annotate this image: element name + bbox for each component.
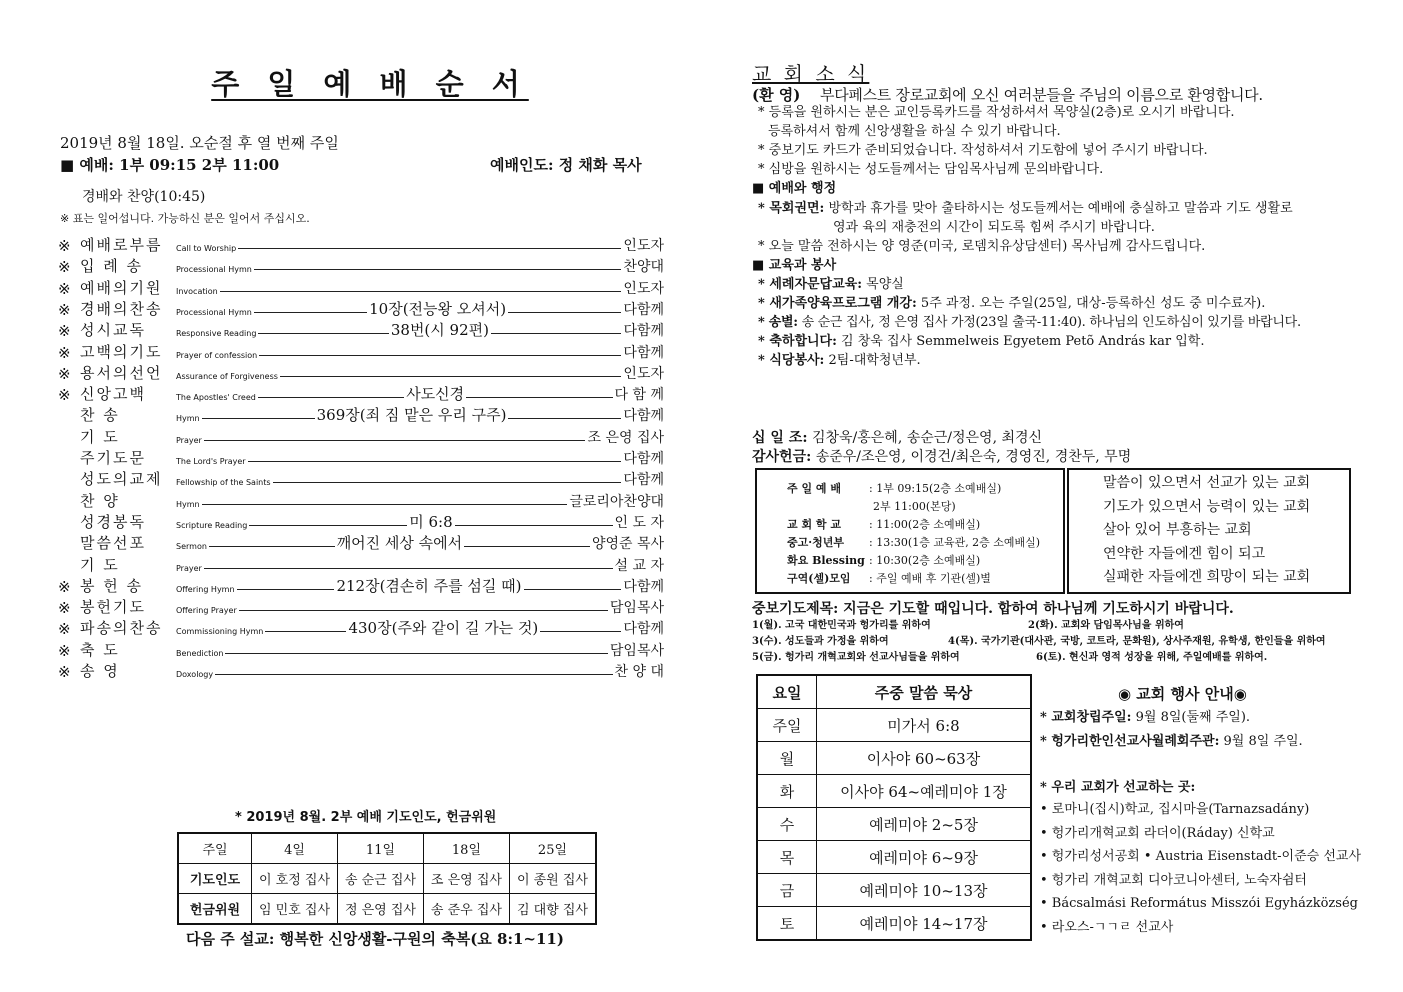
thanks-names: 송준우/조은영, 이경건/최은숙, 경영진, 경찬두, 무명 <box>815 449 1132 465</box>
order-item-ko: 경배의찬송 <box>80 299 163 318</box>
order-item-detail: 212장(겸손히 주를 섬길 때) <box>336 576 522 595</box>
order-row <box>58 596 664 617</box>
order-item-ko: 신앙고백 <box>80 385 146 404</box>
stand-note: ※ 표는 일어섭니다. 가능하신 분은 일어서 주십시오. <box>60 212 310 225</box>
order-item-en: Commissioning Hymn <box>176 627 264 637</box>
intercession-item: 2(화). 교회와 담임목사님을 위하여 <box>1028 620 1184 631</box>
leader-line <box>220 291 622 292</box>
order-item-detail: 38번(시 92편) <box>390 321 489 340</box>
order-item-leader: 담임목사 <box>609 600 664 617</box>
leader-line <box>540 631 621 632</box>
order-item-ko: 성도의교제 <box>80 470 163 489</box>
order-row <box>58 639 664 660</box>
vision-line: 기도가 있으면서 능력이 있는 교회 <box>1103 498 1311 515</box>
order-item-en: Offering Prayer <box>176 606 237 616</box>
devotion-reading: 예레미야 14~17장 <box>817 907 1032 941</box>
order-row <box>58 362 664 383</box>
order-item-ko: 축 도 <box>80 640 120 659</box>
devotion-reading: 이사야 60~63장 <box>817 742 1032 775</box>
prayer-table-header: 18일 <box>423 833 509 864</box>
order-item-leader: 다함께 <box>623 621 664 638</box>
order-row <box>58 255 664 276</box>
order-item-leader: 설 교 자 <box>614 557 664 574</box>
stand-mark: ※ <box>58 343 71 362</box>
devotion-table <box>756 674 1032 941</box>
order-item-leader: 인 도 자 <box>614 514 664 531</box>
order-item-en: Hymn <box>176 414 200 424</box>
leader-line <box>464 546 590 547</box>
order-item-detail: 미 6:8 <box>409 512 453 531</box>
schedule-label: 화요 Blessing <box>787 554 865 567</box>
order-item-ko: 성시교독 <box>80 321 146 340</box>
intercession-item: 5(금). 헝가리 개혁교회와 선교사님들을 위하여 <box>752 652 960 663</box>
edu-text: 5주 과정. 오는 주일(25일, 대상-등록하신 성도 중 미수료자). <box>916 296 1266 311</box>
order-item-leader: 다함께 <box>623 451 664 467</box>
order-item-en: Invocation <box>176 286 218 296</box>
order-item-en: Offering Hymn <box>176 584 235 594</box>
events-list <box>1040 706 1303 754</box>
order-item-ko: 입 례 송 <box>80 257 144 276</box>
prelude: 경배와 찬양(10:45) <box>82 189 206 205</box>
leader-line <box>254 269 622 270</box>
prayer-table-cell: 임 민호 집사 <box>252 894 338 925</box>
order-item-en: Assurance of Forgiveness <box>176 371 278 381</box>
devotion-day: 월 <box>757 742 817 775</box>
order-item-leader: 다함께 <box>623 323 665 340</box>
vision-line: 말씀이 있으면서 선교가 있는 교회 <box>1103 475 1311 491</box>
prayer-table-caption: * 2019년 8월. 2부 예배 기도인도, 헌금위원 <box>235 810 497 825</box>
order-row <box>58 532 664 553</box>
prayer-table <box>177 832 597 925</box>
order-item-leader: 인도자 <box>623 365 664 382</box>
schedule-label: 중고·청년부 <box>787 536 844 549</box>
edu-label: * 세례자문답교육: <box>758 277 863 292</box>
order-item-en: Prayer <box>176 435 202 445</box>
leader-line <box>258 397 404 398</box>
leader-line <box>524 589 622 590</box>
stand-mark: ※ <box>58 364 71 383</box>
order-row <box>58 426 664 447</box>
leader-line <box>204 440 586 441</box>
order-item-ko: 찬 양 <box>80 491 120 510</box>
prayer-table-cell: 송 준우 집사 <box>423 894 509 925</box>
order-row <box>58 511 664 532</box>
order-item-ko: 봉헌기도 <box>80 598 146 617</box>
order-item-leader: 양영준 목사 <box>591 536 665 553</box>
worship-admin-list <box>758 199 1293 256</box>
order-item-ko: 기 도 <box>80 427 120 446</box>
welcome-message: 부다페스트 장로교회에 오신 여러분들을 주님의 이름으로 환영합니다. <box>820 86 1263 104</box>
intercession-title: 중보기도제목: 지금은 기도할 때입니다. 합하여 하나님께 기도하시기 바랍니다. <box>752 601 1234 617</box>
order-item-en: Sermon <box>176 542 207 552</box>
leader-line <box>202 418 315 419</box>
stand-mark: ※ <box>58 663 71 681</box>
prayer-table-cell: 김 대향 집사 <box>509 894 596 925</box>
order-item-leader: 다함께 <box>623 344 664 361</box>
order-row <box>58 404 664 425</box>
welcome-prefix: (환 영) <box>752 86 801 104</box>
missions-list <box>1040 798 1361 939</box>
order-item-ko: 말씀선포 <box>80 534 146 553</box>
order-item-leader: 찬 양 대 <box>614 664 664 680</box>
order-item-en: Responsive Reading <box>176 329 257 339</box>
order-item-ko: 용서의선언 <box>80 363 163 382</box>
stand-mark: ※ <box>58 322 71 341</box>
order-item-ko: 성경봉독 <box>80 512 146 531</box>
intercession-item: 3(수). 성도들과 가정을 위하여 <box>752 636 889 647</box>
event-text: 9월 8일 주일. <box>1219 734 1303 749</box>
stand-mark: ※ <box>58 620 71 639</box>
prayer-table-header: 4일 <box>252 833 338 864</box>
prayer-table-header: 25일 <box>509 833 596 864</box>
leader-line <box>209 546 335 547</box>
order-item-en: Hymn <box>176 499 200 509</box>
order-item-ko: 송 영 <box>80 662 120 680</box>
devotion-day: 주일 <box>757 709 817 742</box>
order-item-leader: 인도자 <box>623 280 664 297</box>
service-times: ■ 예배: 1부 09:15 2부 11:00 <box>60 156 280 174</box>
leader-line <box>225 653 607 654</box>
order-row <box>58 447 664 468</box>
prayer-table-header: 11일 <box>337 833 423 864</box>
order-item-detail: 10장(전능왕 오셔서) <box>369 299 507 318</box>
worship-admin-title: ■ 예배와 행정 <box>752 181 837 196</box>
admin-text: * 오늘 말씀 전하시는 양 영준(미국, 로뎀치유상담센터) 목사님께 감사드립니다. <box>758 239 1206 254</box>
leader-line <box>215 674 612 675</box>
devotion-day: 금 <box>757 874 817 907</box>
edu-title: ■ 교육과 봉사 <box>752 258 837 273</box>
schedule-text: : 11:00(2층 소예배실) <box>869 518 981 531</box>
leader-line <box>455 525 613 526</box>
order-item-detail: 사도신경 <box>406 385 465 404</box>
event-label: * 교회창립주일: <box>1040 710 1132 725</box>
vision-box <box>1067 468 1351 594</box>
edu-text: 목양실 <box>862 277 904 292</box>
order-item-leader: 찬양대 <box>623 259 664 276</box>
devotion-reading: 이사야 64~예레미야 1장 <box>817 775 1032 808</box>
welcome-item: 등록하셔서 함께 신앙생활을 하실 수 있기 바랍니다. <box>768 124 1061 139</box>
page-title: 주 일 예 배 순 서 <box>211 67 529 101</box>
schedule-text: : 주일 예배 후 기관(셀)별 <box>869 572 991 585</box>
order-item-en: Processional Hymn <box>176 307 252 317</box>
schedule-text: 2부 11:00(본당) <box>873 500 956 513</box>
prayer-table-cell: 조 은영 집사 <box>423 864 509 894</box>
welcome-list <box>758 103 1235 179</box>
order-item-en: The Lord's Prayer <box>176 457 246 466</box>
intercession-list <box>752 618 1326 666</box>
stand-mark: ※ <box>58 237 71 255</box>
leader-line <box>259 355 621 356</box>
leader-line <box>273 482 622 483</box>
order-item-en: Fellowship of the Saints <box>176 478 271 488</box>
leader-line <box>254 312 367 313</box>
order-item-en: Call to Worship <box>176 244 237 253</box>
order-row <box>58 277 664 298</box>
order-item-detail: 깨어진 세상 속에서 <box>336 534 463 553</box>
events-title: ◉ 교회 행사 안내◉ <box>1118 685 1247 703</box>
stand-mark: ※ <box>58 300 71 319</box>
leader-line <box>280 376 622 377</box>
order-item-detail: 369장(죄 짐 맡은 우리 구주) <box>316 406 507 425</box>
thanks-label: 감사헌금: <box>752 449 812 465</box>
edu-text: 2팀-대학청년부. <box>824 353 921 368</box>
order-row <box>58 319 664 340</box>
stand-mark: ※ <box>58 577 71 596</box>
order-row <box>58 298 664 319</box>
intercession-item: 6(토). 현신과 영적 성장을 위해, 주일예배를 위하여. <box>1036 652 1268 663</box>
leader-line <box>248 461 622 462</box>
devotion-day: 화 <box>757 775 817 808</box>
intercession-item: 1(월). 고국 대한민국과 헝가리를 위하여 <box>752 620 931 631</box>
mission-item: • 로마니(집시)학교, 집시마을(Tarnazsadány) <box>1040 802 1310 817</box>
stand-mark: ※ <box>58 279 71 298</box>
mission-item: • Bácsalmási Református Misszói Egyházközség <box>1040 896 1358 911</box>
prayer-table-cell: 송 순근 집사 <box>337 864 423 894</box>
leader-line <box>265 631 346 632</box>
leader-line <box>249 525 407 526</box>
order-item-ko: 고백의기도 <box>80 342 163 361</box>
order-item-en: Prayer of confession <box>176 350 258 360</box>
order-item-ko: 예배의기원 <box>80 278 163 297</box>
prayer-table-cell: 기도인도 <box>178 864 252 894</box>
admin-label: * 목회권면: <box>758 201 825 216</box>
date-line: 2019년 8월 18일. 오순절 후 열 번째 주일 <box>60 134 339 152</box>
leader-line <box>491 333 621 334</box>
leader-line <box>202 504 568 505</box>
order-row <box>58 617 664 638</box>
welcome-item: * 등록을 원하시는 분은 교인등록카드를 작성하셔서 목양실(2층)로 오시기 바랍니다. <box>758 105 1235 120</box>
edu-text: 송 순근 집사, 정 은영 집사 가정(23일 출국-11:40). 하나님의 인도하심이 있기를 바랍니다. <box>797 315 1301 330</box>
order-item-leader: 다함께 <box>623 472 664 489</box>
devotion-header: 요일 <box>757 675 817 709</box>
welcome-item: * 중보기도 카드가 준비되었습니다. 작성하셔서 기도함에 넣어 주시기 바랍니다. <box>758 143 1208 158</box>
order-row <box>58 234 664 255</box>
devotion-reading: 예레미야 6~9장 <box>817 841 1032 874</box>
order-item-leader: 담임목사 <box>609 642 664 659</box>
order-item-leader: 다 함 께 <box>614 387 664 404</box>
order-item-ko: 찬 송 <box>80 406 120 425</box>
leader-line <box>258 333 388 334</box>
stand-mark: ※ <box>58 258 71 277</box>
edu-label: * 축하합니다: <box>758 334 837 349</box>
schedule-label: 교 회 학 교 <box>787 518 841 531</box>
mission-item: • 라오스-ㄱㄱㄹ 선교사 <box>1040 919 1174 935</box>
intercession-item: 4(목). 국가기관(대사관, 국방, 코트라, 문화원), 상사주재원, 유학생, 한인들을 위하여 <box>948 636 1326 647</box>
edu-label: * 새가족양육프로그램 개강: <box>758 296 917 311</box>
schedule-box <box>755 468 1065 594</box>
admin-text: 영과 육의 재충전의 시간이 되도록 힘써 주시기 바랍니다. <box>833 220 1155 235</box>
prayer-table-cell: 헌금위원 <box>178 894 252 925</box>
leader-line <box>508 418 621 419</box>
order-item-en: Prayer <box>176 563 202 573</box>
prayer-table-cell: 이 종원 집사 <box>509 864 596 894</box>
order-item-ko: 예배로부름 <box>80 236 163 254</box>
edu-label: * 송별: <box>758 315 798 330</box>
order-row <box>58 341 664 362</box>
order-item-leader: 다함께 <box>623 408 664 425</box>
event-text: 9월 8일(둘째 주일). <box>1131 710 1251 725</box>
edu-text: 김 창욱 집사 Semmelweis Egyetem Petõ András kar 입학. <box>836 334 1205 349</box>
order-item-ko: 주기도문 <box>80 449 146 467</box>
devotion-reading: 미가서 6:8 <box>817 709 1032 742</box>
mission-item: • 헝가리성서공회 • Austria Eisenstadt-이준승 선교사 <box>1040 849 1361 864</box>
next-sermon: 다음 주 설교: 행복한 신앙생활-구원의 축복(요 8:1~11) <box>186 930 564 948</box>
leader-line <box>508 312 621 313</box>
leader-line <box>237 589 335 590</box>
leader-line <box>466 397 612 398</box>
mission-item: • 헝가리개혁교회 라더이(Ráday) 신학교 <box>1040 825 1275 841</box>
order-row <box>58 490 664 511</box>
vision-line: 실패한 자들에겐 희망이 되는 교회 <box>1103 569 1311 585</box>
order-item-ko: 파송의찬송 <box>80 619 163 638</box>
order-item-en: Processional Hymn <box>176 265 252 275</box>
edu-label: * 식당봉사: <box>758 353 825 368</box>
leader-line <box>239 610 608 611</box>
devotion-header: 주중 말씀 묵상 <box>817 675 1032 709</box>
order-item-detail: 430장(주와 같이 길 가는 것) <box>348 619 539 638</box>
order-item-en: Doxology <box>176 670 214 679</box>
schedule-text: : 10:30(2층 소예배실) <box>869 554 981 567</box>
devotion-day: 수 <box>757 808 817 841</box>
devotion-reading: 예레미야 2~5장 <box>817 808 1032 841</box>
order-item-en: Scripture Reading <box>176 520 248 530</box>
vision-line: 살아 있어 부흥하는 교회 <box>1103 522 1252 538</box>
schedule-label: 주 일 예 배 <box>787 482 841 495</box>
order-row <box>58 554 664 575</box>
devotion-day: 토 <box>757 907 817 941</box>
edu-list <box>758 275 1301 370</box>
tithe-names: 김창욱/홍은혜, 송순근/정은영, 최경신 <box>811 430 1043 446</box>
stand-mark: ※ <box>58 599 71 618</box>
welcome-item: * 심방을 원하시는 성도들께서는 담임목사님께 문의바랍니다. <box>758 162 1104 177</box>
event-label: * 헝가리한인선교사월례회주관: <box>1040 734 1220 749</box>
order-row <box>58 660 664 681</box>
prayer-table-cell: 정 은영 집사 <box>337 894 423 925</box>
order-row <box>58 468 664 489</box>
order-row <box>58 575 664 596</box>
tithe-label: 십 일 조: <box>752 430 808 446</box>
leader-line <box>238 248 621 249</box>
news-title: 교 회 소 식 <box>752 62 870 86</box>
order-item-leader: 인도자 <box>623 238 664 254</box>
missions-title: * 우리 교회가 선교하는 곳: <box>1040 780 1196 795</box>
vision-line: 연약한 자들에겐 힘이 되고 <box>1103 545 1266 562</box>
order-item-leader: 조 은영 집사 <box>587 429 664 446</box>
schedule-text: : 13:30(1층 교육관, 2층 소예배실) <box>869 536 1041 549</box>
prayer-table-cell: 이 호정 집사 <box>252 864 338 894</box>
order-item-en: The Apostles' Creed <box>176 393 256 403</box>
schedule-label: 구역(셀)모임 <box>787 572 851 585</box>
order-item-leader: 글로리아찬양대 <box>569 493 664 510</box>
worship-leader: 예배인도: 정 채화 목사 <box>490 156 642 174</box>
admin-text: 방학과 휴가를 맞아 출타하시는 성도들께서는 예배에 충실하고 말씀과 기도 생활로 <box>824 201 1293 216</box>
order-item-ko: 기 도 <box>80 555 120 574</box>
order-item-en: Benediction <box>176 648 224 658</box>
mission-item: • 헝가리 개혁교회 디아코니아센터, 노숙자쉼터 <box>1040 872 1307 888</box>
schedule-text: : 1부 09:15(2층 소예배실) <box>869 482 1002 495</box>
prayer-table-header: 주일 <box>178 833 252 864</box>
stand-mark: ※ <box>58 641 71 660</box>
devotion-reading: 예레미야 10~13장 <box>817 874 1032 907</box>
order-item-ko: 봉 헌 송 <box>80 576 144 595</box>
stand-mark: ※ <box>58 386 71 405</box>
devotion-day: 목 <box>757 841 817 874</box>
leader-line <box>204 568 613 569</box>
order-row <box>58 383 664 404</box>
order-item-leader: 다함께 <box>623 578 664 595</box>
order-item-leader: 다함께 <box>623 301 664 318</box>
